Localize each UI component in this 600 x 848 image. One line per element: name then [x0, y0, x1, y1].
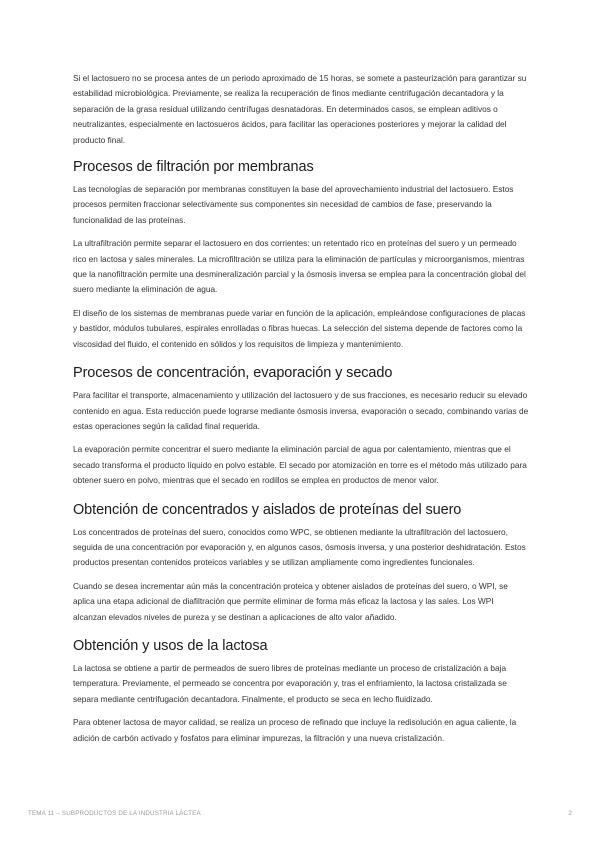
- page-number: 2: [568, 810, 572, 817]
- page-footer: [28, 810, 572, 817]
- paragraph: Para obtener lactosa de mayor calidad, se realiza un proceso de refinado que incluye la redisolución en agua caliente, la adición de carbón activado y fosfatos para eliminar impurezas, la filtración y una nueva cristalización.: [73, 717, 517, 743]
- footer-title: TEMA 11 – SUBPRODUCTOS DE LA INDUSTRIA LÁCTEA: [28, 810, 201, 817]
- document-body: [73, 71, 529, 754]
- section-heading-concentration: Procesos de concentración, evaporación y secado: [73, 365, 393, 382]
- paragraph: Los concentrados de proteínas del suero, conocidos como WPC, se obtienen mediante la ultrafiltración del lactosuero, seguida de una concentración por evaporación y, en algunos casos, ósmosis inversa, y una posterior deshidratación. Estos productos presentan contenidos proteicos variables y se utilizan ampliamente como ingredientes funcionales.: [73, 526, 526, 568]
- section-heading-proteins: Obtención de concentrados y aislados de proteínas del suero: [73, 501, 462, 518]
- paragraph: Cuando se desea incrementar aún más la concentración proteica y obtener aislados de proteínas del suero, o WPI, se aplica una etapa adicional de diafiltración que permite eliminar de forma más eficaz la lactosa y las sales. Los WPI alcanzan elevados niveles de pureza y se destinan a aplicaciones de alto valor añadido.: [73, 580, 508, 622]
- paragraph: La lactosa se obtiene a partir de permeados de suero libres de proteínas mediante un proceso de cristalización a baja temperatura. Previamente, el permeado se concentra por evaporación y, tras el enfriamiento, la lactosa cristalizada se separa mediante centrifugación decantadora. Finalmente, el producto se seca en lecho fluidizado.: [73, 662, 507, 704]
- paragraph: Las tecnologías de separación por membranas constituyen la base del aprovechamiento industrial del lactosuero. Estos procesos permiten fraccionar selectivamente sus componentes sin necesidad de cambios de fase, preservando la funcionalidad de las proteínas.: [73, 184, 514, 225]
- paragraph: Para facilitar el transporte, almacenamiento y utilización del lactosuero y de sus fracciones, es necesario reducir su elevado contenido en agua. Esta reducción puede lograrse mediante ósmosis inversa, evaporación o secado, combinando varias de estas operaciones según la calidad final requerida.: [73, 390, 529, 431]
- paragraph: La ultrafiltración permite separar el lactosuero en dos corrientes: un retentado rico en proteínas del suero y un permeado rico en lactosa y sales minerales. La microfiltración se utiliza para la eliminación de partículas y microorganismos, mientras que la nanofiltración permite una desmineralización parcial y la ósmosis inversa se emplea para la concentración global del suero mediante la eliminación de agua.: [73, 238, 526, 295]
- section-heading-membranes: Procesos de filtración por membranas: [73, 159, 314, 176]
- section-heading-lactose: Obtención y usos de la lactosa: [73, 637, 268, 654]
- intro-paragraph: Si el lactosuero no se procesa antes de un periodo aproximado de 15 horas, se somete a pasteurización para garantizar su estabilidad microbiológica. Previamente, se realiza la recuperación de finos mediante centrifugación decantadora y la separación de la grasa residual utilizando centrífugas desnatadoras. En determinados casos, se emplean aditivos o neutralizantes, especialmente en lactosueros ácidos, para facilitar las operaciones posteriores y mejorar la calidad del producto final.: [73, 73, 527, 145]
- paragraph: La evaporación permite concentrar el suero mediante la eliminación parcial de agua por calentamiento, mientras que el secado transforma el producto líquido en polvo estable. El secado por atomización en torre es el método más utilizado para obtener suero en polvo, mientras que el secado en rodillos se emplea en productos de menor valor.: [73, 444, 527, 486]
- paragraph: El diseño de los sistemas de membranas puede variar en función de la aplicación, empleándose configuraciones de placas y bastidor, módulos tubulares, espirales enrolladas o fibras huecas. La selección del sistema depende de factores como la viscosidad del fluido, el contenido en sólidos y los requisitos de limpieza y mantenimiento.: [73, 307, 526, 349]
